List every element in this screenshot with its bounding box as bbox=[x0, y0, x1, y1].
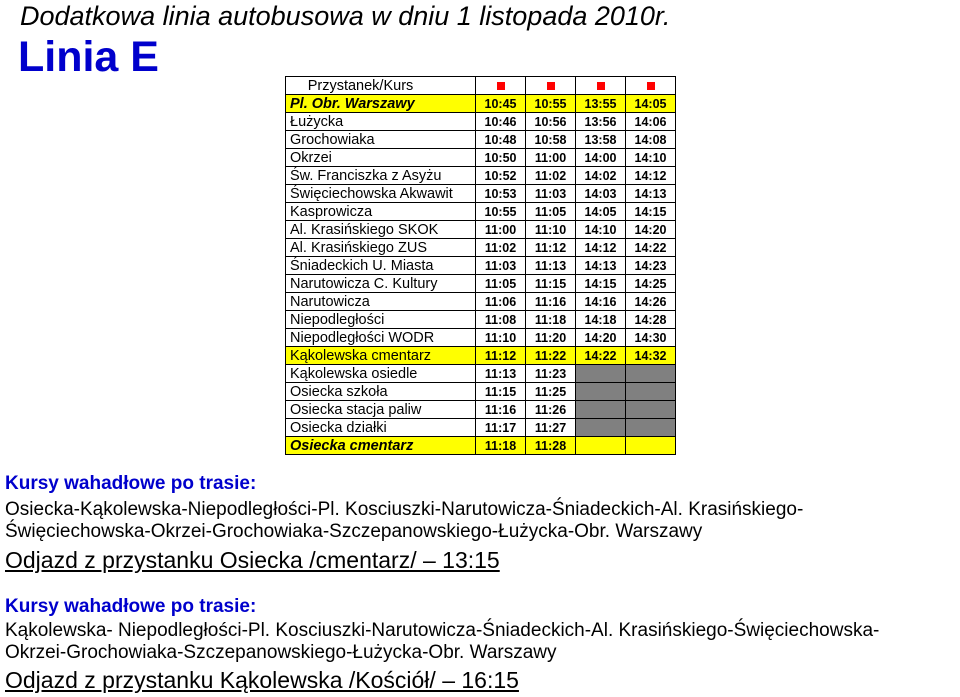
time-cell: 11:00 bbox=[476, 221, 526, 239]
time-cell: 11:05 bbox=[526, 203, 576, 221]
time-cell: 14:30 bbox=[626, 329, 676, 347]
table-row bbox=[286, 293, 676, 311]
stop-name: Osiecka stacja paliw bbox=[286, 401, 476, 419]
time-cell: 11:22 bbox=[526, 347, 576, 365]
time-cell: 11:26 bbox=[526, 401, 576, 419]
stop-name: Narutowicza C. Kultury bbox=[286, 275, 476, 293]
table-row bbox=[286, 203, 676, 221]
stop-name: Śniadeckich U. Miasta bbox=[286, 257, 476, 275]
no-course-cell bbox=[576, 437, 626, 455]
table-row bbox=[286, 347, 676, 365]
time-cell: 11:25 bbox=[526, 383, 576, 401]
stop-name: Pl. Obr. Warszawy bbox=[286, 95, 476, 113]
time-cell: 10:45 bbox=[476, 95, 526, 113]
table-row bbox=[286, 401, 676, 419]
time-cell: 14:23 bbox=[626, 257, 676, 275]
stop-name: Niepodległości bbox=[286, 311, 476, 329]
table-row bbox=[286, 221, 676, 239]
stop-name: Kasprowicza bbox=[286, 203, 476, 221]
time-cell: 14:15 bbox=[626, 203, 676, 221]
stop-name: Święciechowska Akwawit bbox=[286, 185, 476, 203]
course-marker bbox=[576, 77, 626, 95]
time-cell: 14:08 bbox=[626, 131, 676, 149]
table-row bbox=[286, 239, 676, 257]
time-cell: 14:16 bbox=[576, 293, 626, 311]
no-course-cell bbox=[626, 365, 676, 383]
table-row bbox=[286, 257, 676, 275]
red-square-icon bbox=[497, 82, 505, 90]
time-cell: 10:58 bbox=[526, 131, 576, 149]
time-cell: 14:12 bbox=[576, 239, 626, 257]
no-course-cell bbox=[626, 437, 676, 455]
stop-name: Niepodległości WODR bbox=[286, 329, 476, 347]
no-course-cell bbox=[626, 401, 676, 419]
time-cell: 11:02 bbox=[476, 239, 526, 257]
time-cell: 10:55 bbox=[476, 203, 526, 221]
shuttle1-route-line2: Święciechowska-Okrzei-Grochowiaka-Szczepanowskiego-Łużycka-Obr. Warszawy bbox=[5, 521, 703, 542]
time-cell: 14:22 bbox=[626, 239, 676, 257]
time-cell: 11:02 bbox=[526, 167, 576, 185]
time-cell: 11:23 bbox=[526, 365, 576, 383]
time-cell: 14:10 bbox=[626, 149, 676, 167]
time-cell: 11:15 bbox=[526, 275, 576, 293]
time-cell: 11:17 bbox=[476, 419, 526, 437]
time-cell: 14:00 bbox=[576, 149, 626, 167]
time-cell: 11:18 bbox=[526, 311, 576, 329]
red-square-icon bbox=[647, 82, 655, 90]
time-cell: 10:55 bbox=[526, 95, 576, 113]
shuttle2-departure: Odjazd z przystanku Kąkolewska /Kościół/ – 16:15 bbox=[5, 667, 519, 693]
no-course-cell bbox=[626, 383, 676, 401]
time-cell: 14:26 bbox=[626, 293, 676, 311]
time-cell: 14:20 bbox=[576, 329, 626, 347]
time-cell: 14:06 bbox=[626, 113, 676, 131]
time-cell: 14:05 bbox=[576, 203, 626, 221]
table-row bbox=[286, 167, 676, 185]
time-cell: 14:25 bbox=[626, 275, 676, 293]
time-cell: 11:28 bbox=[526, 437, 576, 455]
time-cell: 11:00 bbox=[526, 149, 576, 167]
time-cell: 14:03 bbox=[576, 185, 626, 203]
table-row bbox=[286, 185, 676, 203]
no-course-cell bbox=[626, 419, 676, 437]
shuttle1-route bbox=[5, 499, 960, 543]
timetable-header-row bbox=[286, 77, 676, 95]
course-marker bbox=[626, 77, 676, 95]
table-row bbox=[286, 329, 676, 347]
header-label: Przystanek/Kurs bbox=[286, 77, 476, 95]
time-cell: 14:32 bbox=[626, 347, 676, 365]
time-cell: 10:46 bbox=[476, 113, 526, 131]
time-cell: 11:05 bbox=[476, 275, 526, 293]
table-row bbox=[286, 95, 676, 113]
red-square-icon bbox=[597, 82, 605, 90]
time-cell: 11:03 bbox=[526, 185, 576, 203]
table-row bbox=[286, 437, 676, 455]
time-cell: 14:15 bbox=[576, 275, 626, 293]
shuttle2-heading: Kursy wahadłowe po trasie: bbox=[5, 596, 257, 617]
time-cell: 11:13 bbox=[526, 257, 576, 275]
time-cell: 14:13 bbox=[576, 257, 626, 275]
stop-name: Okrzei bbox=[286, 149, 476, 167]
table-row bbox=[286, 419, 676, 437]
stop-name: Al. Krasińskiego ZUS bbox=[286, 239, 476, 257]
time-cell: 14:28 bbox=[626, 311, 676, 329]
time-cell: 14:12 bbox=[626, 167, 676, 185]
time-cell: 13:56 bbox=[576, 113, 626, 131]
time-cell: 13:55 bbox=[576, 95, 626, 113]
stop-name: Grochowiaka bbox=[286, 131, 476, 149]
shuttle1-departure: Odjazd z przystanku Osiecka /cmentarz/ – 13:15 bbox=[5, 547, 500, 573]
shuttle1-route-line1: Osiecka-Kąkolewska-Niepodległości-Pl. Kosciuszki-Narutowicza-Śniadeckich-Al. Krasińskiego- bbox=[5, 499, 804, 520]
table-row bbox=[286, 383, 676, 401]
time-cell: 14:13 bbox=[626, 185, 676, 203]
stop-name: Al. Krasińskiego SKOK bbox=[286, 221, 476, 239]
time-cell: 10:56 bbox=[526, 113, 576, 131]
no-course-cell bbox=[576, 365, 626, 383]
timetable bbox=[285, 76, 676, 455]
time-cell: 14:02 bbox=[576, 167, 626, 185]
time-cell: 11:15 bbox=[476, 383, 526, 401]
time-cell: 10:48 bbox=[476, 131, 526, 149]
time-cell: 10:52 bbox=[476, 167, 526, 185]
stop-name: Osiecka działki bbox=[286, 419, 476, 437]
course-marker bbox=[526, 77, 576, 95]
stop-name: Św. Franciszka z Asyżu bbox=[286, 167, 476, 185]
table-row bbox=[286, 149, 676, 167]
shuttle2-route-line1: Kąkolewska- Niepodległości-Pl. Kosciuszki-Narutowicza-Śniadeckich-Al. Krasińskiego-Święciechowska- bbox=[5, 620, 880, 641]
time-cell: 11:13 bbox=[476, 365, 526, 383]
time-cell: 10:50 bbox=[476, 149, 526, 167]
stop-name: Narutowicza bbox=[286, 293, 476, 311]
table-row bbox=[286, 275, 676, 293]
no-course-cell bbox=[576, 383, 626, 401]
time-cell: 11:20 bbox=[526, 329, 576, 347]
stop-name: Osiecka szkoła bbox=[286, 383, 476, 401]
time-cell: 11:08 bbox=[476, 311, 526, 329]
no-course-cell bbox=[576, 419, 626, 437]
time-cell: 11:27 bbox=[526, 419, 576, 437]
table-row bbox=[286, 131, 676, 149]
time-cell: 11:16 bbox=[526, 293, 576, 311]
time-cell: 11:06 bbox=[476, 293, 526, 311]
shuttle1-heading: Kursy wahadłowe po trasie: bbox=[5, 473, 257, 494]
stop-name: Łużycka bbox=[286, 113, 476, 131]
time-cell: 14:20 bbox=[626, 221, 676, 239]
table-row bbox=[286, 113, 676, 131]
time-cell: 14:18 bbox=[576, 311, 626, 329]
no-course-cell bbox=[576, 401, 626, 419]
time-cell: 11:10 bbox=[476, 329, 526, 347]
stop-name: Osiecka cmentarz bbox=[286, 437, 476, 455]
shuttle2-route-line2: Okrzei-Grochowiaka-Szczepanowskiego-Łużycka-Obr. Warszawy bbox=[5, 642, 557, 663]
time-cell: 10:53 bbox=[476, 185, 526, 203]
course-marker bbox=[476, 77, 526, 95]
time-cell: 11:12 bbox=[526, 239, 576, 257]
time-cell: 14:22 bbox=[576, 347, 626, 365]
time-cell: 11:18 bbox=[476, 437, 526, 455]
time-cell: 11:03 bbox=[476, 257, 526, 275]
time-cell: 13:58 bbox=[576, 131, 626, 149]
time-cell: 14:10 bbox=[576, 221, 626, 239]
page-title: Dodatkowa linia autobusowa w dniu 1 listopada 2010r. bbox=[20, 1, 671, 31]
stop-name: Kąkolewska cmentarz bbox=[286, 347, 476, 365]
red-square-icon bbox=[547, 82, 555, 90]
time-cell: 11:16 bbox=[476, 401, 526, 419]
line-name: Linia E bbox=[18, 33, 159, 81]
table-row bbox=[286, 311, 676, 329]
stop-name: Kąkolewska osiedle bbox=[286, 365, 476, 383]
time-cell: 11:12 bbox=[476, 347, 526, 365]
shuttle2-route bbox=[5, 620, 960, 664]
time-cell: 14:05 bbox=[626, 95, 676, 113]
time-cell: 11:10 bbox=[526, 221, 576, 239]
table-row bbox=[286, 365, 676, 383]
